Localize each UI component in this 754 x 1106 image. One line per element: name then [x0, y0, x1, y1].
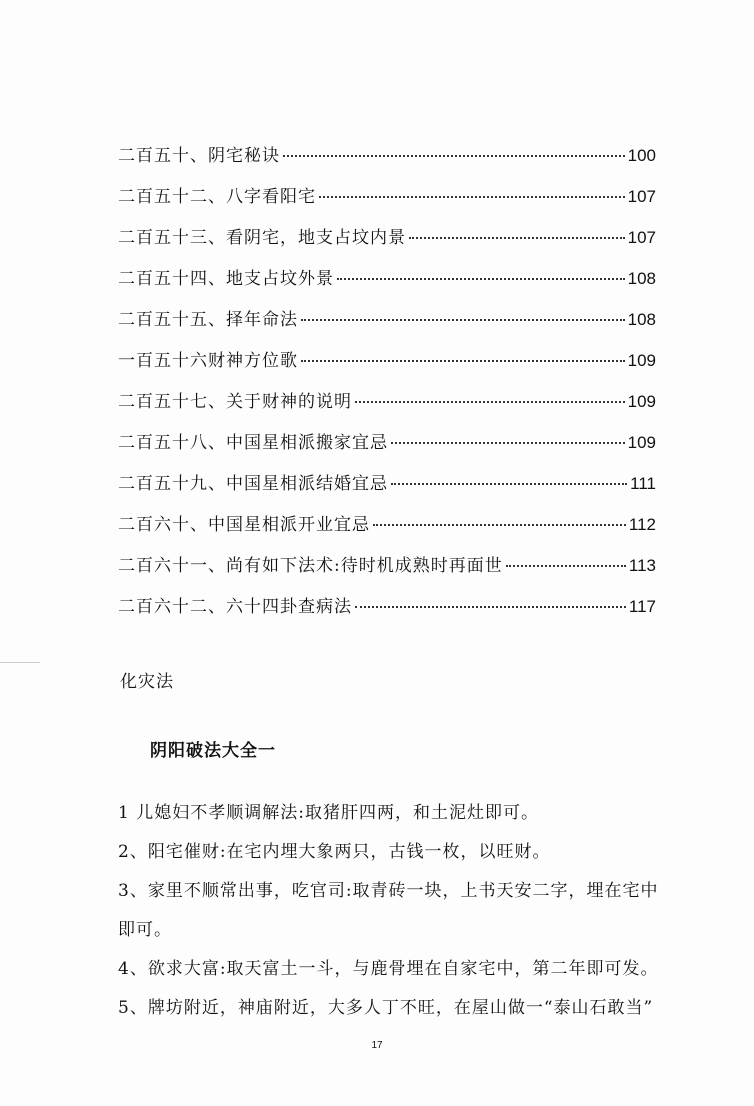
- toc-entry-title: 二百五十二、八字看阳宅: [118, 187, 316, 207]
- toc-entry-page: 109: [627, 392, 656, 411]
- toc-entry: [118, 428, 656, 469]
- toc-leader-dots: [373, 524, 626, 526]
- scan-artifact: [0, 662, 40, 663]
- toc-leader-dots: [355, 401, 625, 403]
- toc-leader-dots: [506, 565, 626, 567]
- toc-entry: [118, 346, 656, 387]
- toc-entry-title: 二百五十九、中国星相派结婚宜忌: [118, 474, 388, 494]
- toc-leader-dots: [301, 360, 625, 362]
- toc-entry: [118, 551, 656, 592]
- toc-entry-page: 117: [628, 597, 656, 616]
- toc-entry-page: 100: [627, 146, 656, 165]
- subsection-title: 阴阳破法大全一: [150, 741, 276, 761]
- section-title: 化灾法: [120, 672, 174, 692]
- toc-leader-dots: [319, 196, 625, 198]
- toc-leader-dots: [391, 442, 625, 444]
- toc-entry: [118, 387, 656, 428]
- toc-entry-title: 二百五十四、地支占坟外景: [118, 269, 334, 289]
- toc-entry: [118, 264, 656, 305]
- toc-entry-title: 二百六十二、六十四卦查病法: [118, 597, 352, 617]
- toc-entry-title: 一百五十六财神方位歌: [118, 351, 298, 371]
- page-number: 17: [371, 1040, 383, 1051]
- toc-leader-dots: [301, 319, 625, 321]
- body-text: [118, 794, 662, 1028]
- paragraph: 2、阳宅催财:在宅内埋大象两只，古钱一枚，以旺财。: [118, 842, 551, 862]
- toc-entry-page: 108: [627, 269, 656, 288]
- toc-entry: [118, 141, 656, 182]
- toc-leader-dots: [337, 278, 625, 280]
- toc-entry-title: 二百五十七、关于财神的说明: [118, 392, 352, 412]
- toc-entry: [118, 223, 656, 264]
- toc-entry-title: 二百五十、阴宅秘诀: [118, 146, 280, 166]
- toc-leader-dots: [391, 483, 627, 485]
- paragraph: 4、欲求大富:取天富土一斗，与鹿骨埋在自家宅中，第二年即可发。: [118, 959, 659, 979]
- toc-entry-page: 113: [628, 556, 656, 575]
- toc-entry-title: 二百五十八、中国星相派搬家宜忌: [118, 433, 388, 453]
- toc-entry-title: 二百六十、中国星相派开业宜忌: [118, 515, 370, 535]
- toc-leader-dots: [409, 237, 625, 239]
- paragraph: 3、家里不顺常出事，吃官司:取青砖一块，上书天安二字，埋在宅中即可。: [118, 881, 659, 940]
- toc-entry-page: 112: [628, 515, 656, 534]
- toc-entry-page: 111: [630, 474, 656, 493]
- toc-entry: [118, 469, 656, 510]
- toc-entry-title: 二百六十一、尚有如下法术:待时机成熟时再面世: [118, 556, 503, 576]
- toc-entry: [118, 182, 656, 223]
- toc-leader-dots: [355, 606, 626, 608]
- toc-entry-page: 108: [627, 310, 656, 329]
- paragraph: 1 儿媳妇不孝顺调解法:取猪肝四两，和土泥灶即可。: [118, 803, 539, 823]
- toc-entry-page: 107: [627, 228, 656, 247]
- toc-entry: [118, 305, 656, 346]
- toc-entry-title: 二百五十五、择年命法: [118, 310, 298, 330]
- toc-entry-title: 二百五十三、看阴宅，地支占坟内景: [118, 228, 406, 248]
- paragraph: 5、牌坊附近，神庙附近，大多人丁不旺，在屋山做一“泰山石敢当”: [118, 998, 654, 1018]
- toc-entry-page: 109: [627, 433, 656, 452]
- table-of-contents: [118, 141, 656, 633]
- toc-entry: [118, 510, 656, 551]
- toc-entry: [118, 592, 656, 633]
- toc-entry-page: 107: [627, 187, 656, 206]
- toc-entry-page: 109: [627, 351, 656, 370]
- toc-leader-dots: [283, 155, 625, 157]
